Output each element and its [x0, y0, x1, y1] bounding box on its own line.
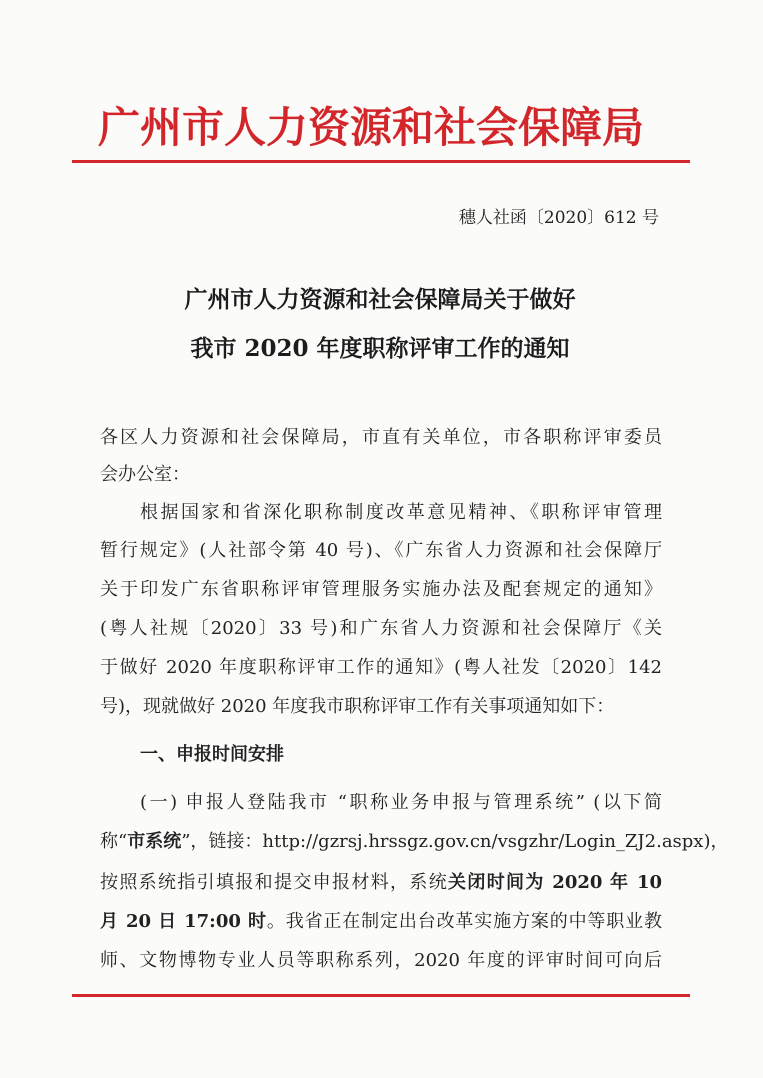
- footer-red-rule: [72, 994, 690, 997]
- paragraph-1-line-5: 于做好 2020 年度职称评审工作的通知》(粤人社发〔2020〕142: [100, 657, 662, 678]
- section-1-line-4-rest: 。我省正在制定出台改革实施方案的中等职业教: [266, 911, 662, 932]
- paragraph-1-line-4: (粤人社规〔2020〕33 号)和广东省人力资源和社会保障厅《关: [100, 618, 662, 639]
- section-1-line-2-prefix: 称“: [100, 831, 128, 852]
- addressee-line-1: 各区人力资源和社会保障局，市直有关单位，市各职称评审委员: [100, 427, 662, 448]
- paragraph-1-line-2: 暂行规定》(人社部令第 40 号)、《广东省人力资源和社会保障厅: [100, 540, 662, 561]
- document-number: 穗人社函〔2020〕612 号: [458, 208, 659, 228]
- section-1-heading: 一、申报时间安排: [140, 744, 284, 765]
- section-1-line-3: [100, 870, 662, 896]
- paragraph-1-line-3: 关于印发广东省职称评审管理服务实施办法及配套规定的通知》: [100, 579, 662, 600]
- section-1-line-2: [100, 829, 729, 855]
- section-1-line-1: (一) 申报人登陆我市 “职称业务申报与管理系统” (以下简: [140, 792, 662, 813]
- section-1-line-5: 师、文物博物专业人员等职称系列，2020 年度的评审时间可向后: [100, 950, 662, 971]
- paragraph-1-line-6: 号)，现就做好 2020 年度我市职称评审工作有关事项通知如下：: [100, 696, 615, 717]
- addressee-line-2: 会办公室：: [100, 464, 190, 485]
- closing-time-bold-part-1: 关闭时间为 2020 年 10: [448, 872, 662, 893]
- letterhead-red-rule: [72, 160, 690, 163]
- notice-title-line-1: 广州市人力资源和社会保障局关于做好: [184, 286, 576, 313]
- section-1-line-3-prefix: 按照系统指引填报和提交申报材料，系统: [100, 872, 449, 893]
- system-name-bold: 市系统: [127, 831, 182, 852]
- closing-time-bold-part-2: 月 20 日 17:00 时: [100, 911, 267, 932]
- system-link-text: ”，链接：http://gzrsj.hrssgz.gov.cn/vsgzhr/Login_ZJ2.aspx)，: [181, 831, 729, 852]
- notice-title-line-2: 我市 2020 年度职称评审工作的通知: [190, 335, 570, 362]
- org-letterhead-title: 广州市人力资源和社会保障局: [98, 103, 645, 152]
- section-1-line-4: [100, 909, 662, 935]
- paragraph-1-line-1: 根据国家和省深化职称制度改革意见精神、《职称评审管理: [140, 502, 662, 523]
